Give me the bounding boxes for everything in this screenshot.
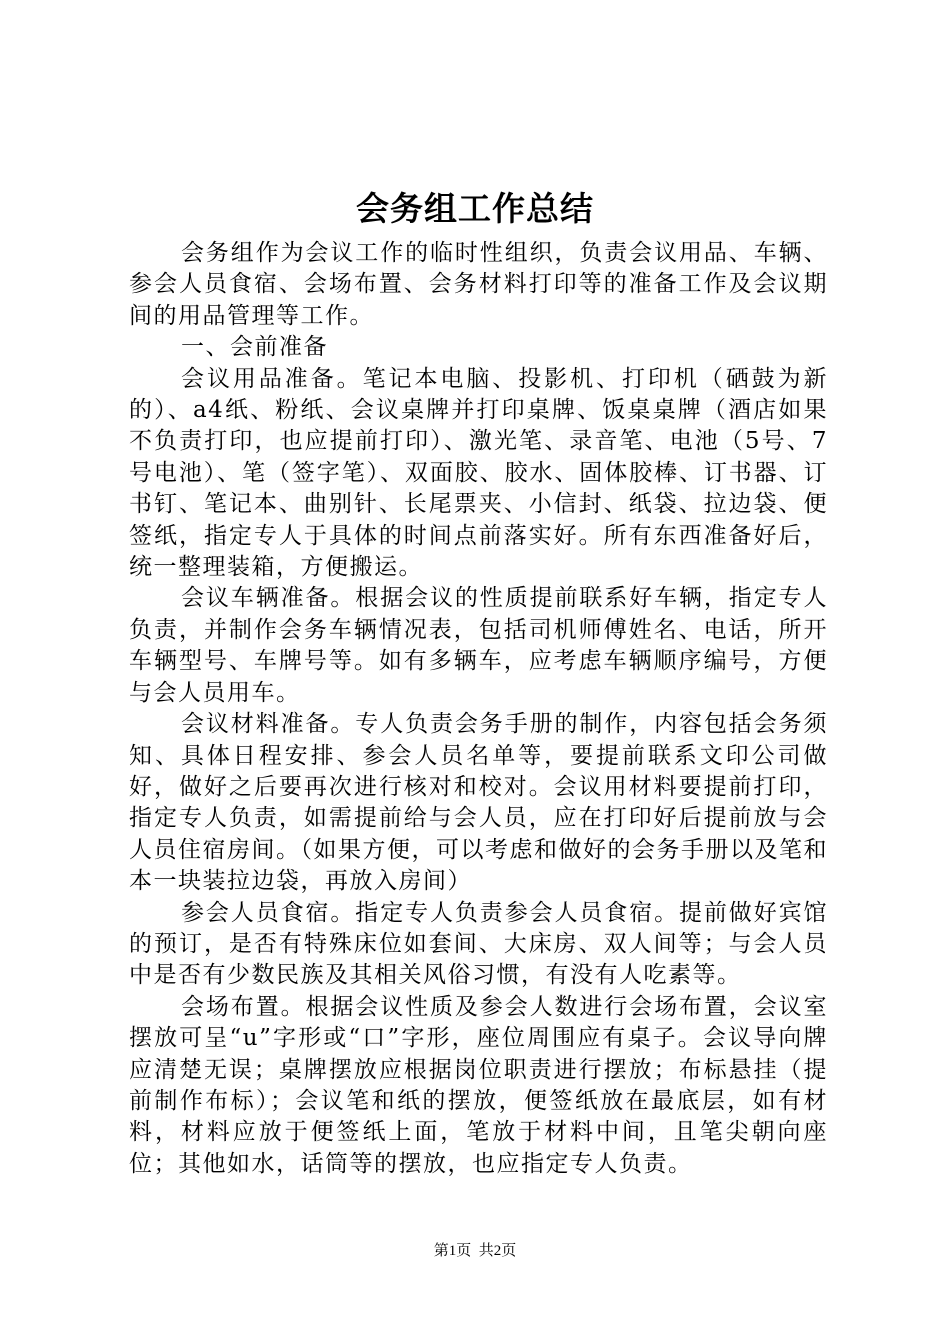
paragraph-lodging: 参会人员食宿。指定专人负责参会人员食宿。提前做好宾馆的预订，是否有特殊床位如套间、大床房、双人间等；与会人员中是否有少数民族及其相关风俗习惯，有没有人吃素等。 bbox=[129, 899, 828, 989]
paragraph-vehicles: 会议车辆准备。根据会议的性质提前联系好车辆，指定专人负责，并制作会务车辆情况表，包括司机师傅姓名、电话，所开车辆型号、车牌号等。如有多辆车，应考虑车辆顺序编号，方便与会人员用车。 bbox=[129, 585, 828, 706]
paragraph-intro: 会务组作为会议工作的临时性组织，负责会议用品、车辆、参会人员食宿、会场布置、会务材料打印等的准备工作及会议期间的用品管理等工作。 bbox=[129, 240, 828, 329]
document-body bbox=[129, 238, 828, 1180]
page-number-footer bbox=[0, 1241, 950, 1261]
section-heading-preparation: 一、会前准备 bbox=[181, 334, 328, 361]
paragraph-supplies: 会议用品准备。笔记本电脑、投影机、打印机（硒鼓为新的）、a4纸、粉纸、会议桌牌并打印桌牌、饭桌桌牌（酒店如果不负责打印，也应提前打印）、激光笔、录音笔、电池（5号、7号电池）、笔（签字笔）、双面胶、胶水、固体胶棒、订书器、订书钉、笔记本、曲别针、长尾票夹、小信封、纸袋、拉边袋、便签纸，指定专人于具体的时间点前落实好。所有东西准备好后，统一整理装箱，方便搬运。 bbox=[129, 365, 828, 581]
paragraph-venue: 会场布置。根据会议性质及参会人数进行会场布置，会议室摆放可呈“u”字形或“口”字形，座位周围应有桌子。会议导向牌应清楚无误；桌牌摆放应根据岗位职责进行摆放；布标悬挂（提前制作布标）；会议笔和纸的摆放，便签纸放在最底层，如有材料，材料应放于便签纸上面，笔放于材料中间，且笔尖朝向座位；其他如水，话筒等的摆放，也应指定专人负责。 bbox=[129, 993, 828, 1177]
paragraph-materials: 会议材料准备。专人负责会务手册的制作，内容包括会务须知、具体日程安排、参会人员名单等，要提前联系文印公司做好，做好之后要再次进行核对和校对。会议用材料要提前打印，指定专人负责，如需提前给与会人员，应在打印好后提前放与会人员住宿房间。（如果方便，可以考虑和做好的会务手册以及笔和本一块装拉边袋，再放入房间） bbox=[129, 711, 828, 895]
page-indicator: 第1页 共2页 bbox=[433, 1243, 517, 1259]
page-title: 会务组工作总结 bbox=[356, 189, 594, 228]
